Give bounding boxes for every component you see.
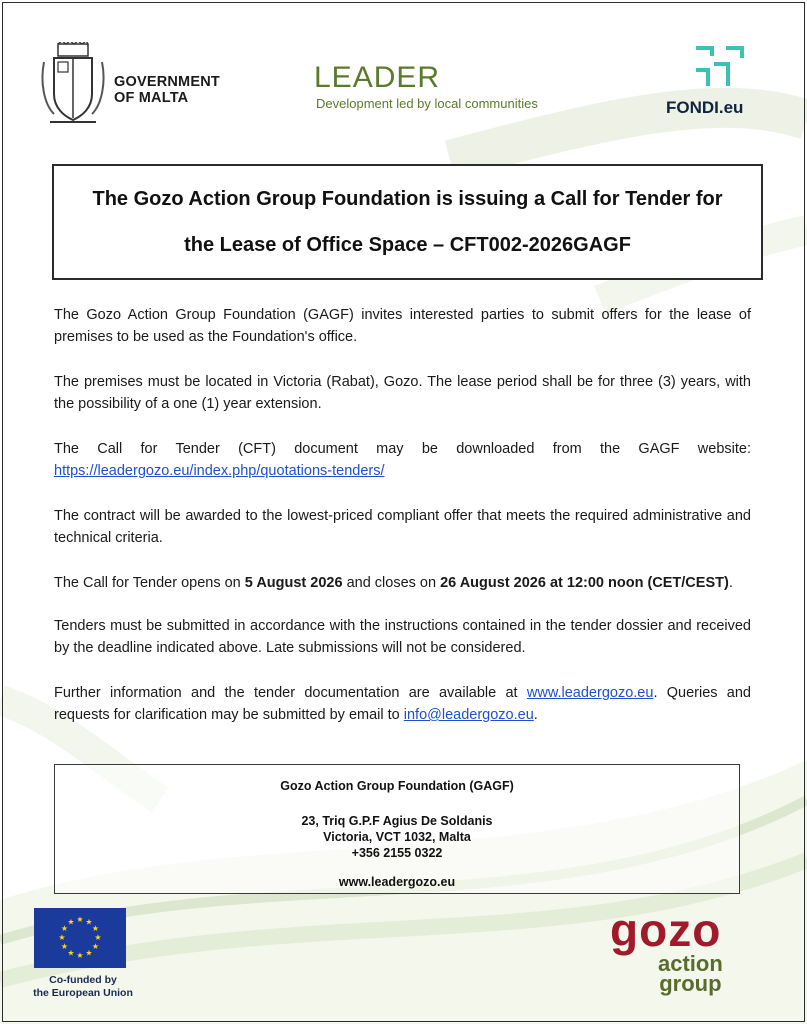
info-text-b: . Queries and requests for clarification may be submitted by email to <box>54 685 751 723</box>
tenders-page-link[interactable]: https://leadergozo.eu/index.php/quotations-tenders/ <box>54 463 385 479</box>
paragraph-further-info <box>54 682 751 726</box>
svg-text:★: ★ <box>91 924 100 933</box>
svg-text:★: ★ <box>67 948 75 958</box>
government-line1: GOVERNMENT <box>114 74 220 90</box>
fondi-logo-icon <box>694 44 744 88</box>
eu-flag-icon <box>34 908 126 968</box>
dates-text-b: and closes on <box>342 575 441 591</box>
fondi-eu-logo <box>662 44 766 120</box>
svg-text:★: ★ <box>94 933 102 942</box>
paragraph-award: The contract will be awarded to the lowest-priced compliant offer that meets the required administrative and technical criteria. <box>54 508 751 546</box>
title-box <box>52 164 763 280</box>
eu-text-line1: Co-funded by <box>49 974 117 986</box>
contact-address-line1: 23, Triq G.P.F Agius De Soldanis <box>301 814 493 828</box>
svg-text:★: ★ <box>76 951 84 960</box>
malta-emblem-icon <box>40 42 106 126</box>
title-line-2: the Lease of Office Space – CFT002-2026GAGF <box>184 234 631 256</box>
gozo-sub-group: group <box>659 971 722 996</box>
eu-text-line2: the European Union <box>33 987 133 999</box>
paragraph-dates <box>54 572 751 594</box>
leader-subtitle: Development led by local communities <box>316 96 538 111</box>
leader-title: LEADER <box>314 61 441 94</box>
svg-text:★: ★ <box>58 933 66 942</box>
government-line2: OF MALTA <box>114 90 189 106</box>
government-of-malta-logo <box>40 42 240 128</box>
svg-text:★: ★ <box>60 924 69 933</box>
contact-phone: +356 2155 0322 <box>351 846 443 860</box>
fondi-text: FONDI.eu <box>666 98 744 117</box>
paragraph-download <box>54 438 751 482</box>
email-link[interactable]: info@leadergozo.eu <box>403 707 534 723</box>
svg-text:★: ★ <box>60 942 69 951</box>
open-date: 5 August 2026 <box>244 575 343 591</box>
website-link[interactable]: www.leadergozo.eu <box>526 685 654 701</box>
contact-address-line2: Victoria, VCT 1032, Malta <box>323 830 471 844</box>
contact-website: www.leadergozo.eu <box>338 875 456 889</box>
download-text: The Call for Tender (CFT) document may be downloaded from the GAGF website: <box>54 441 751 457</box>
leader-logo <box>314 62 574 118</box>
eu-cofunded-logo <box>26 908 140 1004</box>
paragraph-submission: Tenders must be submitted in accordance with the instructions contained in the tender dossier and received by the deadline indicated above. Late submissions will not be considered. <box>54 618 751 656</box>
title-line-1: The Gozo Action Group Foundation is issuing a Call for Tender for <box>92 188 723 210</box>
paragraph-location: The premises must be located in Victoria (Rabat), Gozo. The lease period shall be for three (3) years, with the possibility of a one (1) year extension. <box>54 374 751 412</box>
dates-text-c: . <box>728 575 733 591</box>
notice-body <box>54 304 751 749</box>
dates-text-a: The Call for Tender opens on <box>54 575 245 591</box>
gozo-wordmark: gozo <box>610 904 722 956</box>
paragraph-invitation: The Gozo Action Group Foundation (GAGF) invites interested parties to submit offers for the lease of premises to be used as the Foundation's office. <box>54 307 751 345</box>
svg-text:★: ★ <box>85 917 93 927</box>
close-date: 26 August 2026 at 12:00 noon (CET/CEST) <box>440 575 729 591</box>
info-text-c: . <box>533 707 538 723</box>
gozo-action-group-logo <box>606 906 756 1006</box>
svg-text:★: ★ <box>76 915 84 924</box>
contact-box <box>54 764 740 894</box>
info-text-a: Further information and the tender documentation are available at <box>54 685 527 701</box>
contact-organisation: Gozo Action Group Foundation (GAGF) <box>280 779 514 793</box>
svg-text:★: ★ <box>91 942 100 951</box>
gozo-sub-action: action <box>658 951 723 976</box>
svg-text:★: ★ <box>85 948 93 958</box>
svg-text:★: ★ <box>67 917 75 927</box>
